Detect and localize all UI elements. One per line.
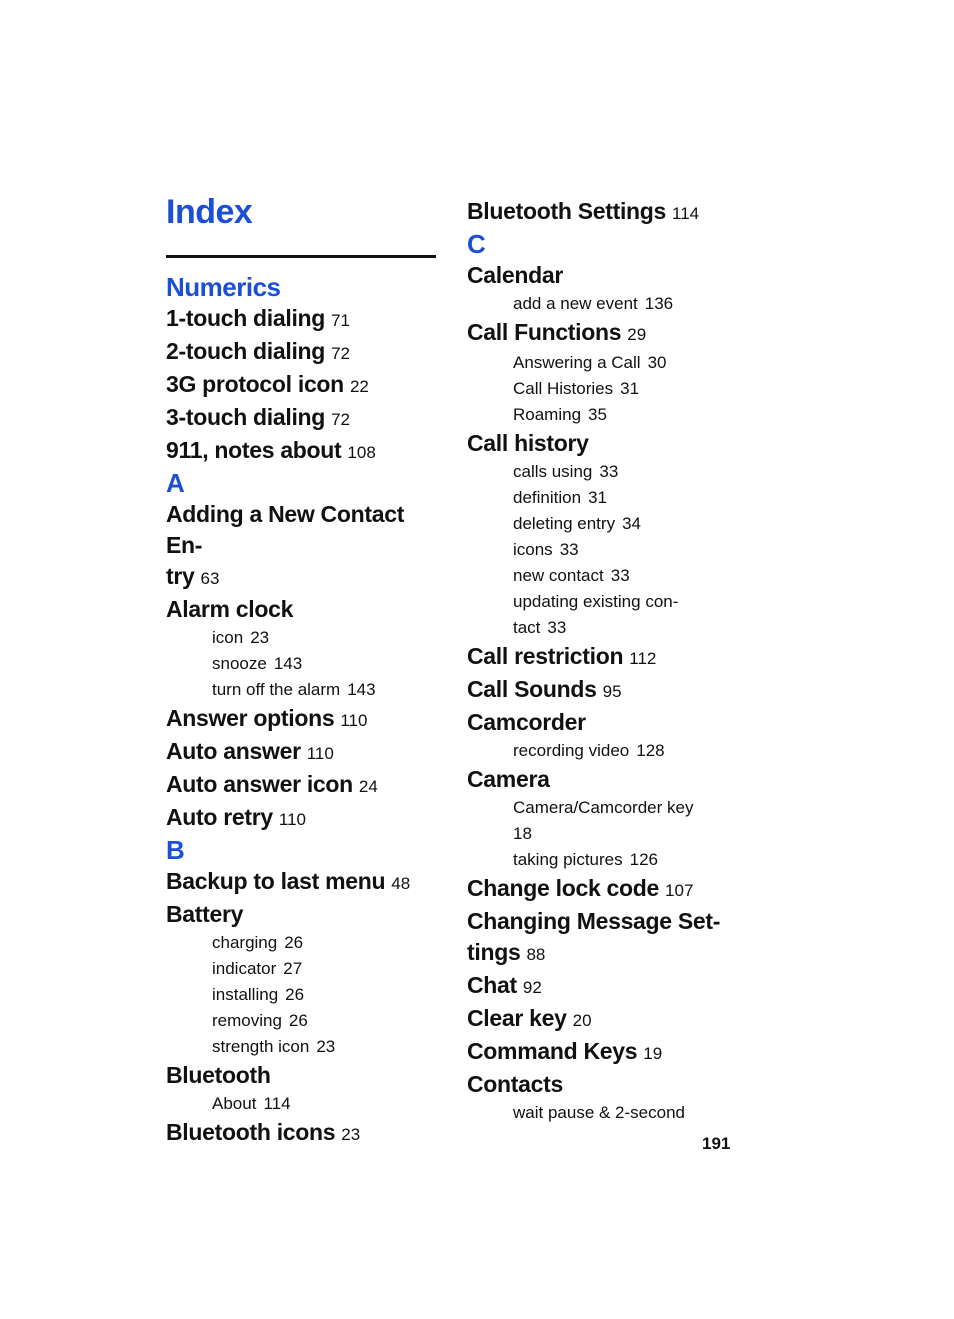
index-subentry — [166, 651, 441, 677]
subentry-page: 143 — [273, 654, 303, 673]
index-entry — [166, 369, 441, 402]
index-entry — [166, 435, 441, 468]
entry-term-line1: Changing Message Set- — [467, 908, 721, 934]
index-subentry — [467, 511, 727, 537]
subentry-text: new contact — [513, 566, 604, 585]
entry-page: 23 — [341, 1125, 361, 1144]
entry-term: Command Keys — [467, 1038, 638, 1064]
entry-page: 20 — [572, 1011, 592, 1030]
subentry-page: 143 — [347, 680, 376, 699]
index-entry — [467, 873, 727, 906]
index-subentry — [166, 982, 441, 1008]
section-letter-a: A — [166, 468, 185, 498]
entry-page: 22 — [349, 377, 369, 396]
entry-term: Chat — [467, 972, 517, 998]
page-title: Index — [166, 193, 253, 231]
entry-term: 3-touch dialing — [166, 404, 326, 430]
index-entry — [467, 906, 727, 970]
subentry-page: 27 — [283, 959, 303, 978]
index-column-right — [467, 196, 727, 1126]
subentry-text: icons — [513, 540, 553, 559]
entry-term-line2: tings — [467, 939, 521, 965]
index-subentry — [467, 563, 727, 589]
entry-term: Call Sounds — [467, 676, 597, 702]
entry-page: 19 — [643, 1044, 663, 1063]
index-subentry — [467, 402, 727, 428]
entry-term: Camera — [467, 766, 550, 792]
index-entry — [467, 707, 727, 738]
subentry-text: deleting entry — [513, 514, 616, 533]
entry-term: Calendar — [467, 262, 564, 288]
entry-page: 92 — [522, 978, 542, 997]
subentry-text: add a new event — [513, 294, 638, 313]
index-subentry — [467, 738, 727, 764]
index-entry — [166, 703, 441, 736]
subentry-text-line2: 18 — [513, 824, 532, 843]
subentry-text: strength icon — [212, 1037, 310, 1056]
index-subentry — [467, 291, 727, 317]
index-entry — [166, 402, 441, 435]
subentry-page: 23 — [250, 628, 270, 647]
entry-term: Camcorder — [467, 709, 586, 735]
index-subentry — [166, 1034, 441, 1060]
subentry-page: 33 — [599, 462, 619, 481]
subentry-page: 26 — [285, 985, 305, 1004]
index-subentry — [467, 459, 727, 485]
subentry-text: charging — [212, 933, 278, 952]
subentry-page: 136 — [644, 294, 674, 313]
index-entry — [467, 1036, 727, 1069]
entry-term: Call restriction — [467, 643, 624, 669]
entry-term: Battery — [166, 901, 244, 927]
index-entry — [467, 1069, 727, 1100]
index-entry — [166, 499, 441, 594]
entry-page: 95 — [602, 682, 622, 701]
subentry-text: recording video — [513, 741, 630, 760]
entry-page: 72 — [331, 410, 350, 429]
index-subentry — [467, 537, 727, 563]
index-subentry — [467, 847, 727, 873]
entry-term: Auto answer icon — [166, 771, 353, 797]
subentry-text: Call Histories — [513, 379, 614, 398]
index-entry — [467, 764, 727, 795]
index-subentry — [166, 956, 441, 982]
index-entry — [166, 736, 441, 769]
subentry-text: calls using — [513, 462, 593, 481]
index-entry — [166, 303, 441, 336]
entry-page: 72 — [331, 344, 350, 363]
entry-page: 107 — [665, 881, 694, 900]
subentry-text: snooze — [212, 654, 267, 673]
index-entry — [467, 1003, 727, 1036]
subentry-page: 30 — [647, 353, 667, 372]
index-subentry — [467, 1100, 727, 1126]
entry-term: Change lock code — [467, 875, 660, 901]
entry-term: Call history — [467, 430, 589, 456]
index-subentry — [166, 1091, 441, 1117]
subentry-text: wait pause & 2-second — [513, 1103, 685, 1122]
index-entry — [166, 899, 441, 930]
subentry-page: 128 — [636, 741, 665, 760]
entry-term: 3G protocol icon — [166, 371, 344, 397]
index-entry — [467, 641, 727, 674]
index-subentry — [467, 350, 727, 376]
entry-page: 110 — [278, 810, 307, 829]
entry-term: Backup to last menu — [166, 868, 386, 894]
subentry-page: 33 — [559, 540, 579, 559]
section-heading-numerics: Numerics — [166, 272, 281, 302]
index-entry — [166, 336, 441, 369]
entry-term: Contacts — [467, 1071, 564, 1097]
subentry-text: indicator — [212, 959, 277, 978]
subentry-text: Roaming — [513, 405, 582, 424]
entry-term: Bluetooth — [166, 1062, 271, 1088]
page-number: 191 — [702, 1134, 731, 1153]
subentry-text: removing — [212, 1011, 282, 1030]
subentry-text: definition — [513, 488, 582, 507]
entry-page: 88 — [526, 945, 546, 964]
subentry-text-line1: Camera/Camcorder key — [513, 798, 694, 817]
section-letter-c: C — [467, 229, 486, 259]
index-entry — [166, 594, 441, 625]
entry-page: 24 — [358, 777, 378, 796]
entry-page: 108 — [347, 443, 376, 462]
index-entry — [166, 866, 441, 899]
index-entry — [166, 769, 441, 802]
subentry-page: 114 — [263, 1094, 291, 1113]
entry-term: 1-touch dialing — [166, 305, 326, 331]
index-entry — [166, 1060, 441, 1091]
subentry-page: 31 — [588, 488, 607, 507]
entry-page: 110 — [340, 711, 368, 730]
entry-page: 114 — [672, 204, 700, 223]
subentry-text: installing — [212, 985, 279, 1004]
subentry-text: taking pictures — [513, 850, 623, 869]
index-subentry — [467, 485, 727, 511]
index-entry — [166, 1117, 441, 1150]
index-entry — [467, 970, 727, 1003]
index-subentry — [467, 795, 727, 847]
entry-term: Bluetooth icons — [166, 1119, 336, 1145]
entry-term: 2-touch dialing — [166, 338, 326, 364]
index-entry — [467, 196, 727, 229]
index-column-left — [166, 272, 441, 1150]
entry-term: Bluetooth Settings — [467, 198, 667, 224]
index-subentry — [166, 930, 441, 956]
index-subentry — [166, 625, 441, 651]
subentry-text: icon — [212, 628, 244, 647]
index-entry — [166, 802, 441, 835]
subentry-text: turn off the alarm — [212, 680, 341, 699]
title-divider — [166, 255, 436, 258]
entry-term-line2: try — [166, 563, 195, 589]
entry-page: 112 — [629, 649, 657, 668]
entry-page: 63 — [200, 569, 220, 588]
entry-page: 110 — [306, 744, 334, 763]
subentry-text-line2: tact — [513, 618, 541, 637]
entry-term: Clear key — [467, 1005, 567, 1031]
index-entry — [467, 428, 727, 459]
index-subentry — [467, 376, 727, 402]
entry-term-line1: Adding a New Contact En- — [166, 501, 405, 558]
entry-term: Alarm clock — [166, 596, 294, 622]
entry-term: Answer options — [166, 705, 335, 731]
subentry-page: 33 — [547, 618, 567, 637]
index-subentry — [467, 589, 727, 641]
subentry-text: About — [212, 1094, 257, 1113]
entry-term: Auto answer — [166, 738, 301, 764]
index-entry — [467, 260, 727, 291]
entry-page: 48 — [391, 874, 411, 893]
subentry-page: 33 — [610, 566, 630, 585]
entry-term: 911, notes about — [166, 437, 342, 463]
subentry-page: 34 — [622, 514, 641, 533]
entry-term: Auto retry — [166, 804, 273, 830]
entry-page: 71 — [331, 311, 350, 330]
subentry-page: 26 — [284, 933, 304, 952]
entry-page: 29 — [627, 325, 647, 344]
index-subentry — [166, 677, 441, 703]
index-entry — [467, 674, 727, 707]
index-entry — [467, 317, 727, 350]
entry-term: Call Functions — [467, 319, 622, 345]
subentry-page: 31 — [620, 379, 640, 398]
subentry-text: Answering a Call — [513, 353, 641, 372]
subentry-text-line1: updating existing con- — [513, 592, 679, 611]
subentry-page: 126 — [629, 850, 658, 869]
section-letter-b: B — [166, 835, 185, 865]
subentry-page: 23 — [316, 1037, 336, 1056]
subentry-page: 26 — [288, 1011, 308, 1030]
index-subentry — [166, 1008, 441, 1034]
subentry-page: 35 — [588, 405, 607, 424]
